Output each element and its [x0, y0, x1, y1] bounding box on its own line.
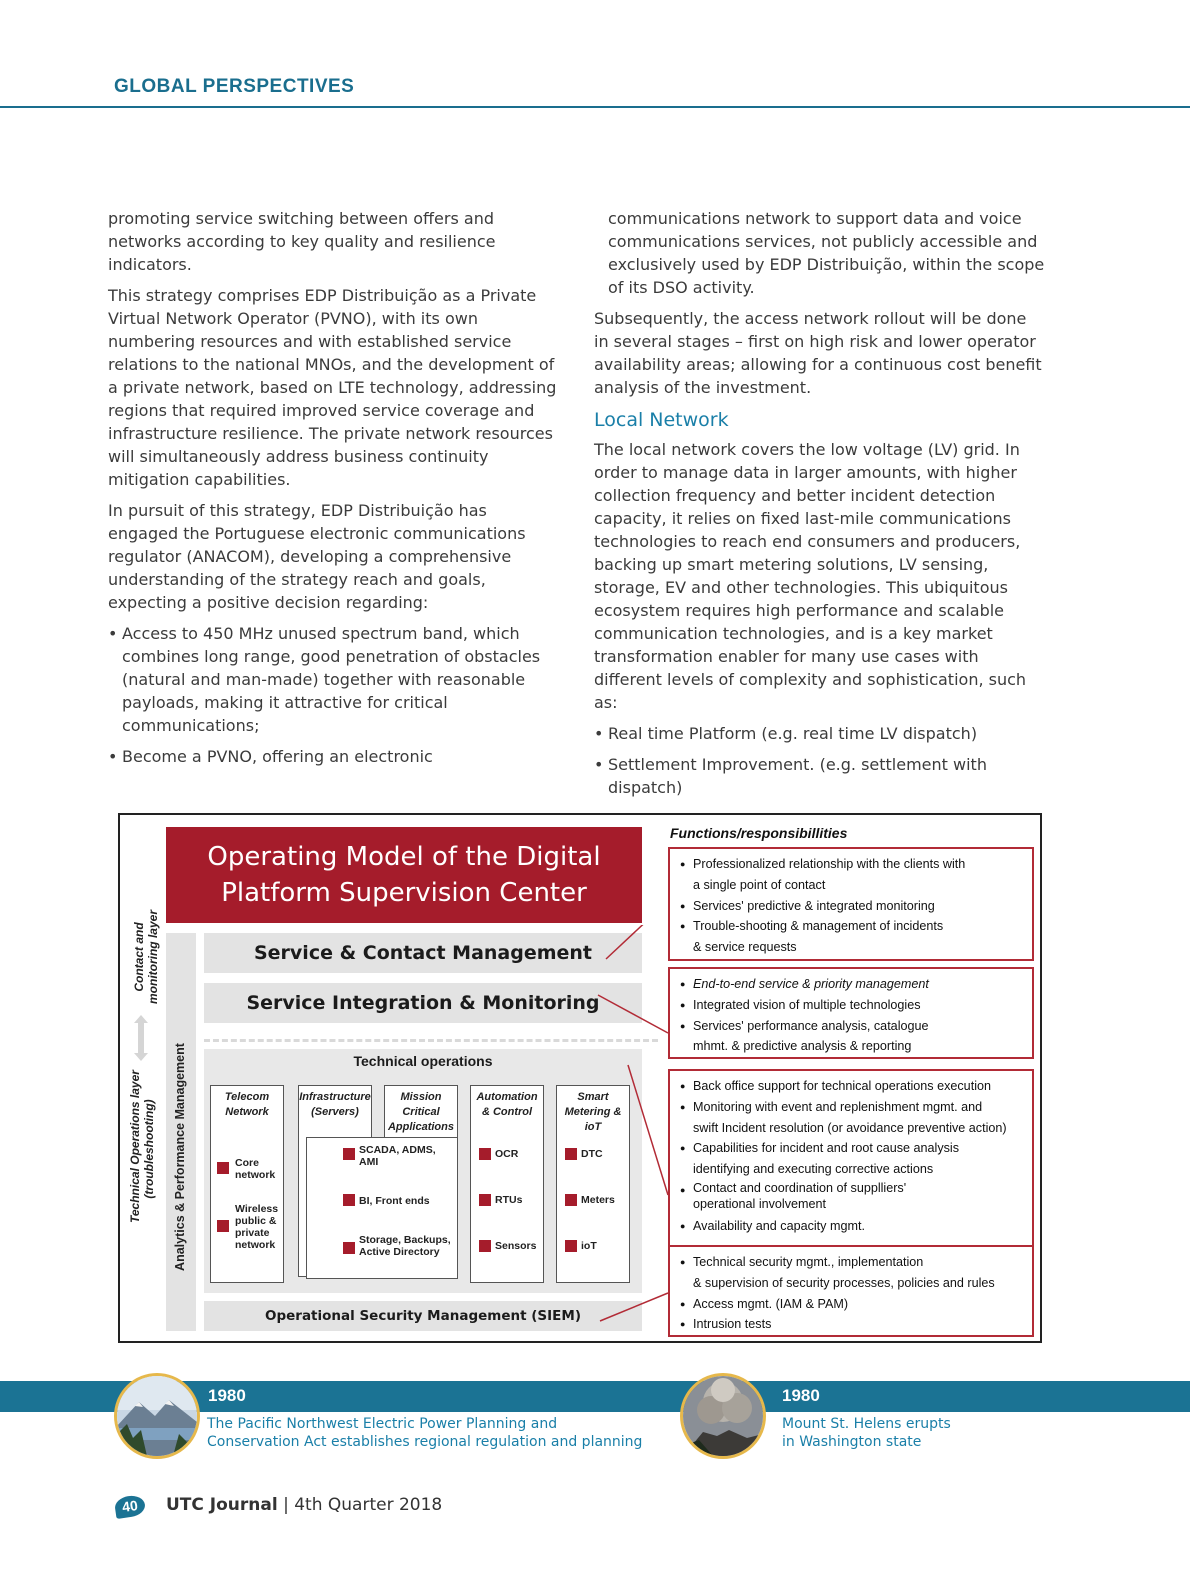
left-column	[108, 207, 560, 776]
right-column	[594, 207, 1046, 807]
smart-metering-box: Smart Metering & ioT DTC Meters ioT	[556, 1085, 630, 1283]
left-paragraph-2: This strategy comprises EDP Distribuição as a Private Virtual Network Operator (PVNO), with its own numbering resources and with established service relations to the national MNOs, and the development of a private network, based on LTE technology, addressing regions that required improved service coverage and infrastructure resilience. The private network resources will simultaneously address business continuity mitigation capabilities.	[108, 286, 557, 489]
left-paragraph-3: In pursuit of this strategy, EDP Distribuição has engaged the Portuguese electronic communications regulator (ANACOM), developing a comprehensive understanding of the strategy reach and goals, expecting a positive decision regarding:	[108, 501, 526, 612]
issue-label: 4th Quarter 2018	[294, 1495, 443, 1515]
service-contact-band: Service & Contact Management	[204, 933, 642, 973]
footer-separator: |	[283, 1495, 289, 1515]
scada-marker	[343, 1148, 355, 1160]
right-bullet-2: • Settlement Improvement. (e.g. settlement with dispatch)	[594, 753, 1046, 799]
function-item: ● Access mgmt. (IAM & PAM)	[680, 1294, 1026, 1315]
function-item: ● Back office support for technical operations execution	[680, 1076, 1026, 1097]
bi-item: BI, Front ends	[359, 1195, 430, 1207]
function-item: ● Monitoring with event and replenishment mgmt. and swift Incident resolution (or avoidance preventive action)	[680, 1097, 1026, 1139]
iot-item: ioT	[581, 1240, 597, 1252]
contact-layer-label: Contact and monitoring layer	[132, 910, 160, 1005]
function-item: ● Intrusion tests	[680, 1314, 1026, 1335]
rtus-item: RTUs	[495, 1194, 523, 1206]
function-item: ● Contact and coordination of supplliers' operational involvement	[680, 1180, 1026, 1212]
meters-marker	[565, 1194, 577, 1206]
timeline-year-1: 1980	[208, 1386, 246, 1405]
right-bullet-1: • Real time Platform (e.g. real time LV dispatch)	[594, 722, 1046, 745]
wireless-network-marker	[217, 1220, 229, 1232]
diagram-title: Operating Model of the Digital Platform Supervision Center	[166, 827, 642, 923]
mission-critical-box: Mission Critical Applications	[384, 1085, 458, 1277]
automation-control-box: Automation & Control OCR RTUs Sensors	[470, 1085, 544, 1283]
functions-group-1	[668, 847, 1034, 961]
function-item: ● Services' predictive & integrated monitoring	[680, 896, 1026, 917]
rtus-marker	[479, 1194, 491, 1206]
volcano-eruption-image	[683, 1376, 763, 1456]
service-integration-band: Service Integration & Monitoring	[204, 983, 642, 1023]
functions-title: Functions/responsibillities	[670, 825, 848, 841]
technical-layer-label: Technical Operations layer (troubleshooting)	[128, 1070, 156, 1223]
function-item: ● Services' performance analysis, catalogue mhmt. & predictive analysis & reporting	[680, 1016, 1026, 1058]
timeline-text-2: Mount St. Helens erupts in Washington state	[782, 1416, 951, 1450]
right-paragraph-2: Subsequently, the access network rollout will be done in several stages – first on high risk and lower operator availability areas; allowing for a continuous cost benefit analysis of the investment.	[594, 309, 1042, 397]
left-bullet-2: • Become a PVNO, offering an electronic	[108, 745, 560, 768]
mission-critical-items	[306, 1137, 458, 1279]
meters-item: Meters	[581, 1194, 615, 1206]
scada-item: SCADA, ADMS, AMI	[359, 1144, 436, 1168]
lake-mountain-photo	[114, 1373, 200, 1459]
function-item: ● Capabilities for incident and root cause analysis identifying and executing corrective actions	[680, 1138, 1026, 1180]
header-rule	[0, 106, 1190, 108]
page-number-badge: 40	[114, 1494, 147, 1519]
function-item: ● Trouble-shooting & management of incidents & service requests	[680, 916, 1026, 958]
storage-item: Storage, Backups, Active Directory	[359, 1234, 451, 1258]
connector-lines	[590, 925, 670, 1335]
core-network-marker	[217, 1162, 229, 1174]
functions-group-3	[668, 1069, 1034, 1247]
ocr-marker	[479, 1148, 491, 1160]
infrastructure-box: Infrastructure (Servers)	[298, 1085, 372, 1277]
analytics-label: Analytics & Performance Management	[173, 1043, 187, 1271]
function-item: ● Integrated vision of multiple technologies	[680, 995, 1026, 1016]
journal-name: UTC Journal	[166, 1495, 278, 1515]
volcano-eruption-photo	[680, 1373, 766, 1459]
wireless-network-item: Wireless public & private network	[235, 1203, 279, 1251]
left-bullet-1: • Access to 450 MHz unused spectrum band, which combines long range, good penetration of obstacles (natural and man-made) together with reasonable payloads, making it attractive for critical communications;	[108, 622, 560, 737]
iot-marker	[565, 1240, 577, 1252]
function-item: ● End-to-end service & priority management	[680, 974, 1026, 995]
footer-text	[166, 1495, 442, 1515]
right-paragraph-3: The local network covers the low voltage (LV) grid. In order to manage data in larger amounts, with higher collection frequency and better incident detection capacity, it relies on fixed last-mile communications technologies to reach end consumers and producers, backing up smart metering solutions, LV sensing, storage, EV and other technologies. This ubiquitous ecosystem requires high performance and scalable communication technologies, and is a key market transformation enabler for many use cases with different levels of complexity and sophistication, such as:	[594, 440, 1027, 712]
lake-mountain-image	[117, 1376, 197, 1456]
local-network-heading: Local Network	[594, 409, 729, 431]
security-band: Operational Security Management (SIEM)	[204, 1301, 642, 1331]
functions-group-4	[668, 1245, 1034, 1337]
ocr-item: OCR	[495, 1148, 519, 1160]
sensors-marker	[479, 1240, 491, 1252]
core-network-item: Core network	[235, 1157, 276, 1181]
timeline-text-1: The Pacific Northwest Electric Power Planning and Conservation Act establishes regional regulation and planning	[207, 1416, 643, 1450]
technical-operations-label: Technical operations	[353, 1053, 493, 1069]
bi-marker	[343, 1194, 355, 1206]
right-paragraph-1: communications network to support data and voice communications services, not publicly accessible and exclusively used by EDP Distribuição, within the scope of its DSO activity.	[608, 209, 1045, 297]
layer-arrow-icon	[134, 1015, 148, 1061]
functions-group-2	[668, 967, 1034, 1059]
section-header: GLOBAL PERSPECTIVES	[114, 76, 355, 97]
function-item: ● Availability and capacity mgmt.	[680, 1216, 1026, 1237]
telecom-network-box: Telecom Network Core network Wireless public & private network	[210, 1085, 284, 1283]
function-item: ● Technical security mgmt., implementation & supervision of security processes, policies and rules	[680, 1252, 1026, 1294]
timeline-year-2: 1980	[782, 1386, 820, 1405]
dtc-item: DTC	[581, 1148, 603, 1160]
function-item: ● Professionalized relationship with the clients with a single point of contact	[680, 854, 1026, 896]
storage-marker	[343, 1242, 355, 1254]
left-paragraph-1: promoting service switching between offers and networks according to key quality and resilience indicators.	[108, 209, 496, 274]
dtc-marker	[565, 1148, 577, 1160]
sensors-item: Sensors	[495, 1240, 537, 1252]
operating-model-diagram	[118, 813, 1042, 1343]
